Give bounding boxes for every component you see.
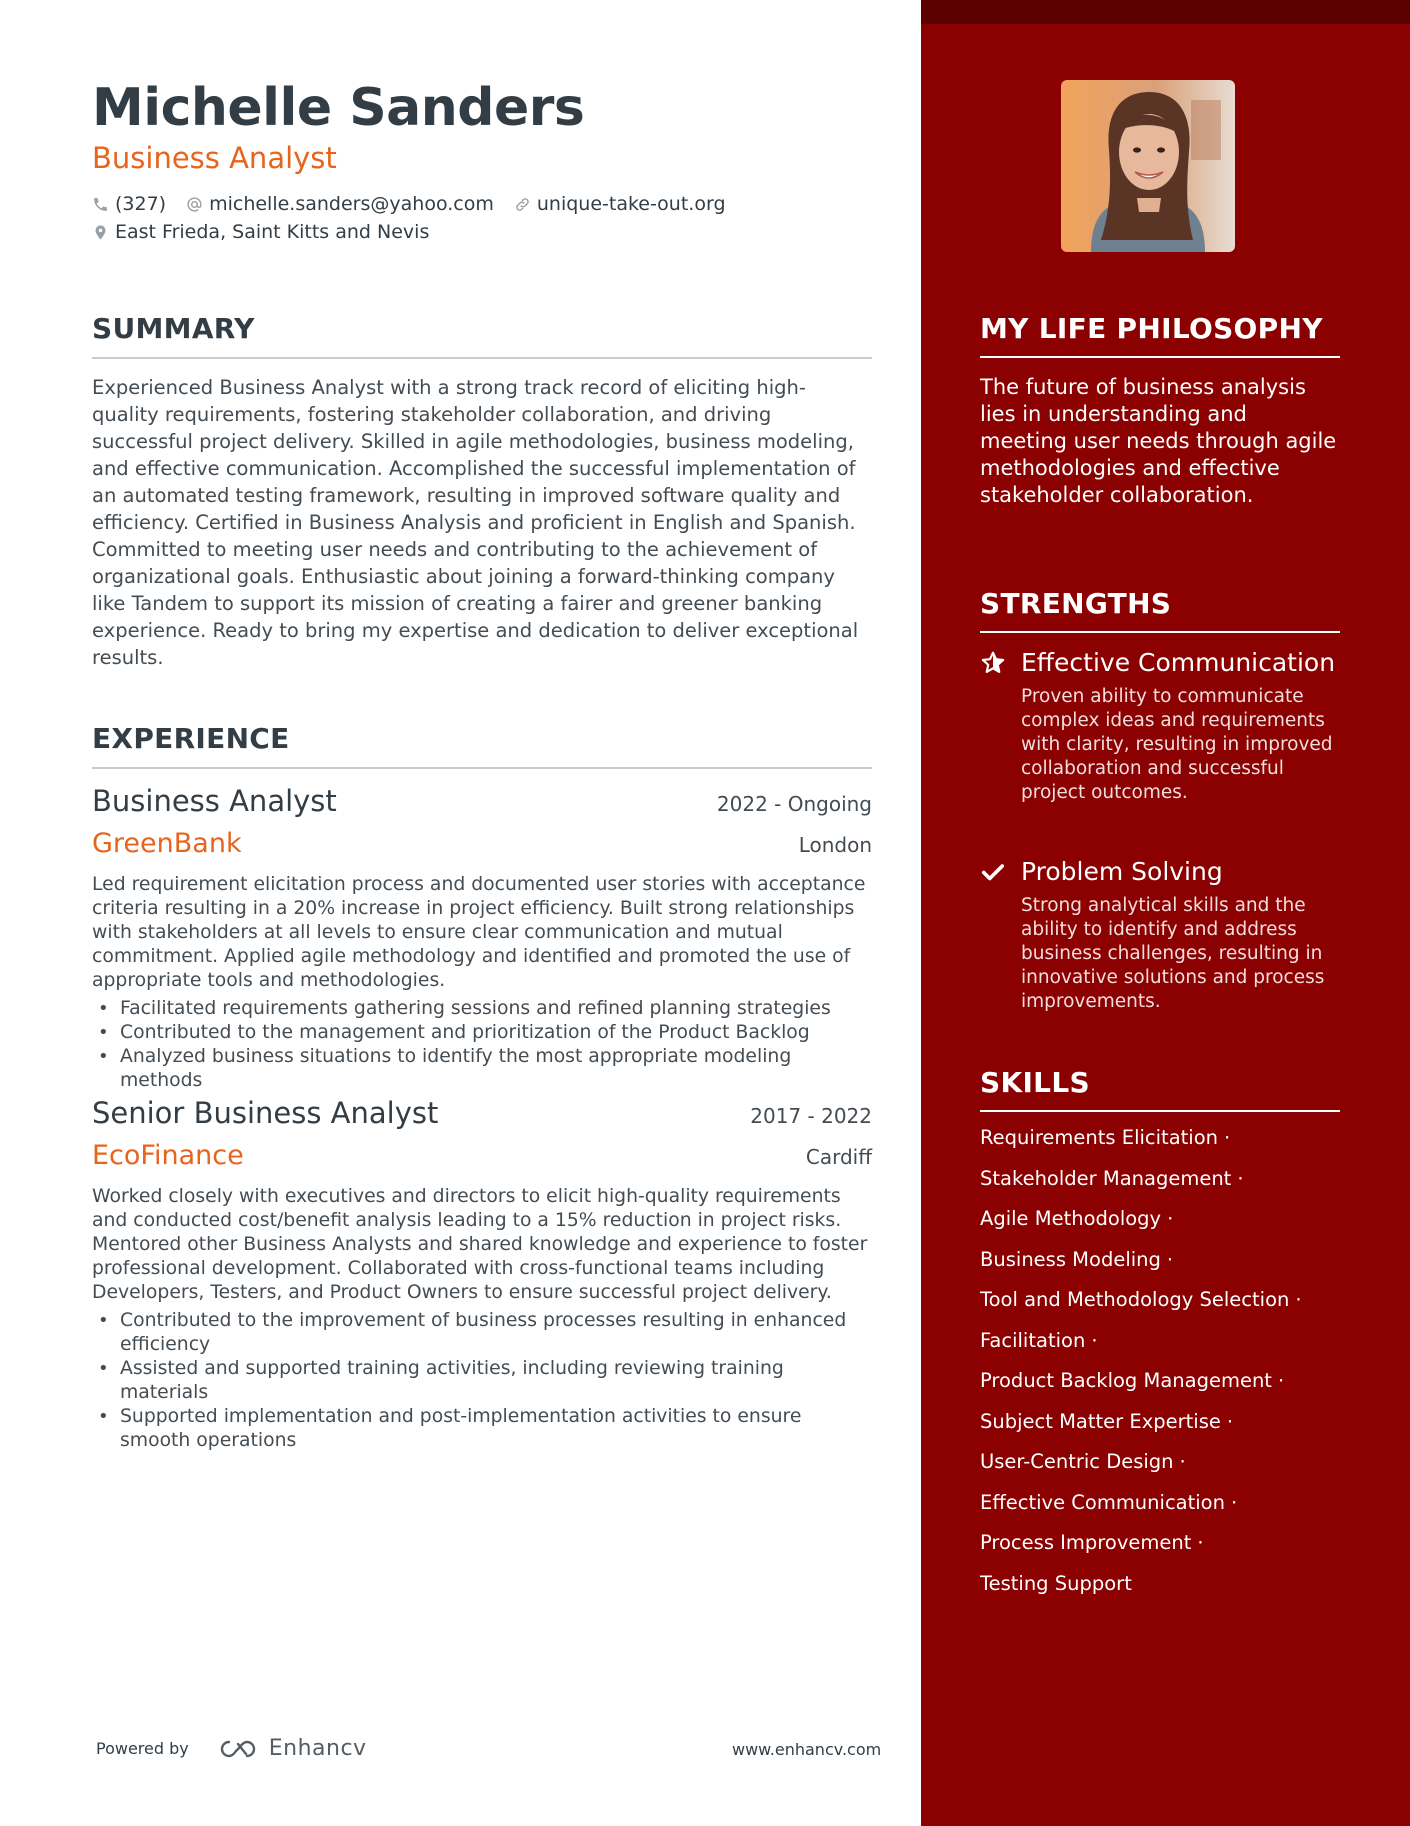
skill-item <box>980 1531 1340 1572</box>
contact-row <box>92 193 746 215</box>
skill-item <box>980 1450 1340 1491</box>
job-title: Business Analyst <box>92 784 337 818</box>
location-text: East Frieda, Saint Kitts and Nevis <box>115 221 430 243</box>
job-bullet: • Contributed to the improvement of business processes resulting in enhanced efficiency <box>92 1309 872 1357</box>
skill-label: Effective Communication <box>980 1490 1225 1514</box>
skill-label: Facilitation <box>980 1328 1086 1352</box>
footer-powered-by <box>96 1736 367 1761</box>
strength-title: Problem Solving <box>1021 857 1223 886</box>
skill-separator: · <box>1295 1288 1302 1311</box>
strength-title: Effective Communication <box>1021 648 1336 677</box>
phone-icon <box>92 196 109 213</box>
skill-separator: · <box>1277 1369 1285 1392</box>
job-bullets <box>92 997 872 1093</box>
job-location: London <box>798 833 872 857</box>
skill-item <box>980 1126 1340 1167</box>
job-dates: 2017 - 2022 <box>750 1104 872 1128</box>
link-icon <box>514 196 531 213</box>
skill-item <box>980 1329 1340 1370</box>
job-bullet: • Contributed to the management and prioritization of the Product Backlog <box>92 1021 872 1045</box>
skill-label: Tool and Methodology Selection <box>980 1288 1290 1311</box>
enhancv-logo-icon <box>215 1737 261 1761</box>
contact-website[interactable] <box>514 193 726 215</box>
skill-item <box>980 1207 1340 1248</box>
enhancv-brand: Enhancv <box>268 1736 367 1761</box>
job-bullets <box>92 1309 872 1453</box>
job-bullet: • Facilitated requirements gathering sessions and refined planning strategies <box>92 997 872 1021</box>
powered-by-label: Powered by <box>96 1739 189 1758</box>
checkmark-icon <box>980 859 1006 885</box>
skill-item <box>980 1167 1340 1208</box>
skill-separator: · <box>1179 1450 1186 1473</box>
skill-separator: · <box>1226 1409 1234 1433</box>
job-bullet: • Analyzed business situations to identify the most appropriate modeling methods <box>92 1045 872 1093</box>
skill-separator: · <box>1197 1531 1204 1554</box>
skill-label: Agile Methodology <box>980 1207 1162 1230</box>
philosophy-heading: MY LIFE PHILOSOPHY <box>980 312 1340 358</box>
candidate-title: Business Analyst <box>92 141 337 175</box>
skill-label: Process Improvement <box>980 1531 1192 1554</box>
job-description: Led requirement elicitation process and documented user stories with acceptance criteria resulting in a 20% increase in project efficiency. Built strong relationships with stakeholders at all levels to ensure clear communication and mutual commitment. Applied agile methodology and identified and promoted the use of appropriate tools and methodologies. <box>92 874 866 991</box>
experience-entry <box>92 784 872 1093</box>
strengths-heading: STRENGTHS <box>980 587 1340 633</box>
job-dates: 2022 - Ongoing <box>716 792 872 816</box>
strength-item <box>980 648 1340 805</box>
website-text: unique-take-out.org <box>536 193 726 215</box>
philosophy-text: The future of business analysis lies in understanding and meeting user needs through agile methodologies and effective stakeholder collaboration. <box>980 375 1337 507</box>
avatar <box>1061 80 1235 252</box>
experience-heading: EXPERIENCE <box>92 722 872 769</box>
job-description: Worked closely with executives and directors to elicit high-quality requirements and conducted cost/benefit analysis leading to a 15% reduction in project risks. Mentored other Business Analysts and shared knowledge and experience to foster professional development. Collaborated with cross-functional teams including Developers, Testers, and Product Owners to ensure successful project delivery. <box>92 1186 868 1303</box>
skills-heading: SKILLS <box>980 1066 1340 1112</box>
strength-description: Proven ability to communicate complex ideas and requirements with clarity, resulting in improved collaboration and successful project outcomes. <box>1021 686 1333 803</box>
skill-separator: · <box>1167 1207 1174 1230</box>
star-icon <box>980 650 1006 676</box>
skill-item <box>980 1248 1340 1289</box>
sidebar-top-band <box>921 0 1410 24</box>
sidebar <box>921 0 1410 1826</box>
email-text: michelle.sanders@yahoo.com <box>209 193 494 215</box>
company-name: EcoFinance <box>92 1140 244 1171</box>
job-bullet: • Assisted and supported training activities, including reviewing training materials <box>92 1357 872 1405</box>
experience-entry <box>92 1096 872 1453</box>
skill-item <box>980 1491 1340 1532</box>
skill-item <box>980 1410 1340 1451</box>
candidate-name: Michelle Sanders <box>92 78 585 138</box>
enhancv-logo[interactable] <box>215 1736 367 1761</box>
skill-item <box>980 1572 1340 1613</box>
strength-description: Strong analytical skills and the ability to identify and address business challenges, resulting in innovative solutions and process improvements. <box>1021 895 1325 1012</box>
job-location: Cardiff <box>805 1145 872 1169</box>
summary-text: Experienced Business Analyst with a strong track record of eliciting high-quality requirements, fostering stakeholder collaboration, and driving successful project delivery. Skilled in agile methodologies, business modeling, and effective communication. Accomplished the successful implementation of an automated testing framework, resulting in improved software quality and efficiency. Certified in Business Analysis and proficient in English and Spanish. Committed to meeting user needs and contributing to the achievement of organizational goals. Enthusiastic about joining a forward-thinking company like Tandem to support its mission of creating a fairer and greener banking experience. Ready to bring my expertise and dedication to deliver exceptional results. <box>92 376 859 669</box>
phone-text: (327) <box>115 193 167 215</box>
skill-separator: · <box>1224 1126 1231 1149</box>
skill-item <box>980 1369 1340 1410</box>
profile-photo <box>1061 80 1235 252</box>
skill-label: Product Backlog Management <box>980 1369 1272 1392</box>
skill-label: Stakeholder Management <box>980 1166 1232 1190</box>
skill-separator: · <box>1091 1328 1098 1352</box>
contact-phone[interactable] <box>92 193 166 215</box>
location-pin-icon <box>92 224 109 241</box>
skill-label: Requirements Elicitation <box>980 1126 1219 1149</box>
strength-item <box>980 857 1340 1014</box>
at-icon <box>186 196 203 213</box>
skill-label: Subject Matter Expertise <box>980 1409 1221 1433</box>
skill-separator: · <box>1166 1247 1174 1271</box>
skill-separator: · <box>1230 1490 1238 1514</box>
skills-list <box>980 1126 1340 1612</box>
job-title: Senior Business Analyst <box>92 1096 439 1130</box>
summary-heading: SUMMARY <box>92 312 872 359</box>
contact-location <box>92 221 429 243</box>
skill-label: Testing Support <box>980 1571 1132 1595</box>
location-row <box>92 221 449 243</box>
company-name: GreenBank <box>92 828 242 859</box>
skill-item <box>980 1288 1340 1329</box>
footer-url[interactable]: www.enhancv.com <box>732 1740 882 1759</box>
job-bullet: • Supported implementation and post-implementation activities to ensure smooth operations <box>92 1405 872 1453</box>
skill-separator: · <box>1237 1166 1244 1190</box>
skill-label: Business Modeling <box>980 1247 1161 1271</box>
contact-email[interactable] <box>186 193 494 215</box>
skill-label: User-Centric Design <box>980 1450 1174 1473</box>
